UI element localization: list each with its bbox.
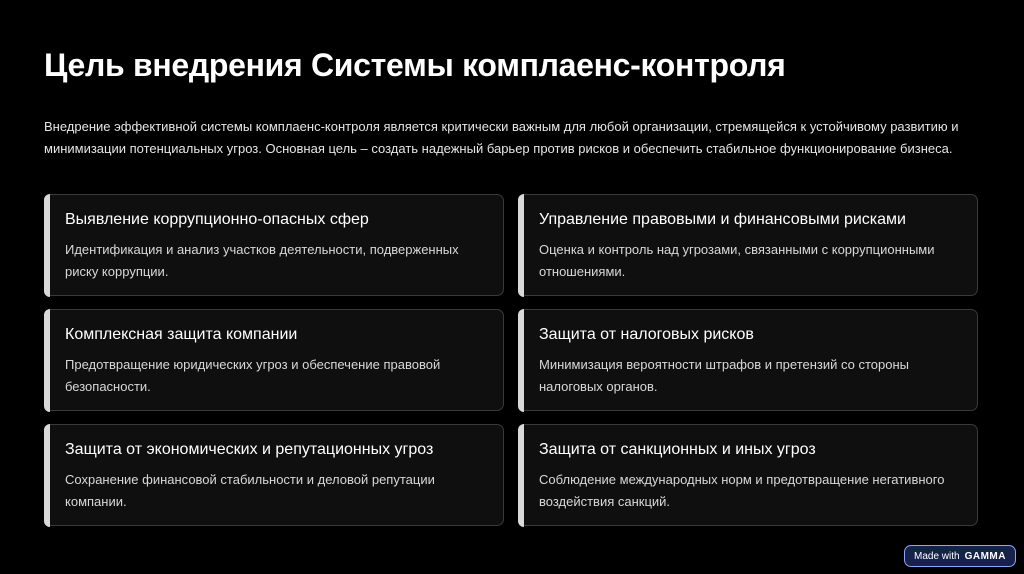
card-text: Предотвращение юридических угроз и обеспечение правовой безопасности. (65, 357, 441, 394)
card-accent-bar (518, 194, 524, 297)
card-title: Защита от налоговых рисков (539, 326, 754, 343)
card-text: Оценка и контроль над угрозами, связанными с коррупционными отношениями. (539, 242, 935, 279)
card-accent-bar (518, 424, 524, 527)
goal-card-economic-reputation (44, 424, 504, 526)
card-text: Минимизация вероятности штрафов и претензий со стороны налоговых органов. (539, 357, 910, 394)
gamma-logo: GAMMA (964, 550, 1006, 562)
card-accent-bar (44, 194, 50, 297)
card-title: Управление правовыми и финансовыми рисками (539, 211, 906, 228)
card-accent-bar (44, 309, 50, 412)
goal-card-legal-financial-risks (518, 194, 978, 296)
goal-card-tax-risks (518, 309, 978, 411)
intro-paragraph: Внедрение эффективной системы комплаенс-контроля является критически важным для любой организации, стремящейся к устойчивому развитию и минимизации потенциальных угроз. Основная цель – создать надежный барьер против рисков и обеспечить стабильное функционирование бизнеса. (44, 119, 959, 156)
card-accent-bar (518, 309, 524, 412)
card-text: Соблюдение международных норм и предотвращение негативного воздействия санкций. (539, 472, 945, 509)
card-accent-bar (44, 424, 50, 527)
card-title: Выявление коррупционно-опасных сфер (65, 211, 369, 228)
goal-card-sanctions (518, 424, 978, 526)
badge-prefix: Made with (914, 550, 960, 562)
card-title: Защита от экономических и репутационных угроз (65, 441, 434, 458)
card-title: Защита от санкционных и иных угроз (539, 441, 816, 458)
slide-title: Цель внедрения Системы комплаенс-контроля (44, 47, 786, 83)
made-with-gamma-badge[interactable] (904, 545, 1016, 567)
goal-card-complex-protection (44, 309, 504, 411)
card-text: Идентификация и анализ участков деятельности, подверженных риску коррупции. (65, 242, 459, 279)
card-title: Комплексная защита компании (65, 326, 298, 343)
card-text: Сохранение финансовой стабильности и деловой репутации компании. (65, 472, 435, 509)
goal-card-corruption-areas (44, 194, 504, 296)
